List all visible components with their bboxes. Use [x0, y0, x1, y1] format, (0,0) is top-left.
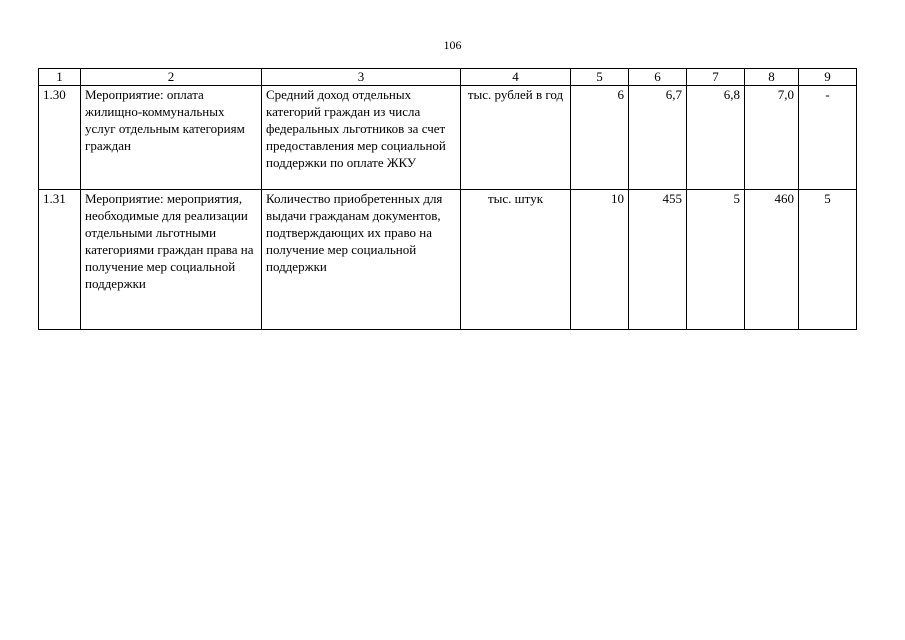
- unit-cell: тыс. штук: [461, 190, 571, 330]
- indicators-table: [38, 68, 857, 330]
- indicator-cell: Средний доход отдельных категорий граждан из числа федеральных льготников за счет предоставления мер социальной поддержки по оплате ЖКУ: [262, 86, 461, 190]
- value-cell-8: 460: [745, 190, 799, 330]
- column-header-4: 4: [461, 69, 571, 86]
- value-cell-7: 6,8: [687, 86, 745, 190]
- value-cell-5: 6: [571, 86, 629, 190]
- unit-cell: тыс. рублей в год: [461, 86, 571, 190]
- value-cell-9: 5: [799, 190, 857, 330]
- column-header-8: 8: [745, 69, 799, 86]
- column-header-3: 3: [262, 69, 461, 86]
- column-header-6: 6: [629, 69, 687, 86]
- column-number-row: [39, 69, 857, 86]
- table-row: [39, 190, 857, 330]
- column-header-7: 7: [687, 69, 745, 86]
- table-row: [39, 86, 857, 190]
- column-header-5: 5: [571, 69, 629, 86]
- page-number: 106: [443, 38, 462, 52]
- value-cell-5: 10: [571, 190, 629, 330]
- value-cell-7: 5: [687, 190, 745, 330]
- value-cell-9: -: [799, 86, 857, 190]
- event-cell: Мероприятие: оплата жилищно-коммунальных услуг отдельным категориям граждан: [81, 86, 262, 190]
- value-cell-6: 455: [629, 190, 687, 330]
- indicator-cell: Количество приобретенных для выдачи гражданам документов, подтверждающих их право на получение мер социальной поддержки: [262, 190, 461, 330]
- column-header-1: 1: [39, 69, 81, 86]
- event-cell: Мероприятие: мероприятия, необходимые для реализации отдельными льготными категориями граждан права на получение мер социальной поддержки: [81, 190, 262, 330]
- column-header-9: 9: [799, 69, 857, 86]
- column-header-2: 2: [81, 69, 262, 86]
- value-cell-8: 7,0: [745, 86, 799, 190]
- row-number: 1.30: [39, 86, 81, 190]
- value-cell-6: 6,7: [629, 86, 687, 190]
- row-number: 1.31: [39, 190, 81, 330]
